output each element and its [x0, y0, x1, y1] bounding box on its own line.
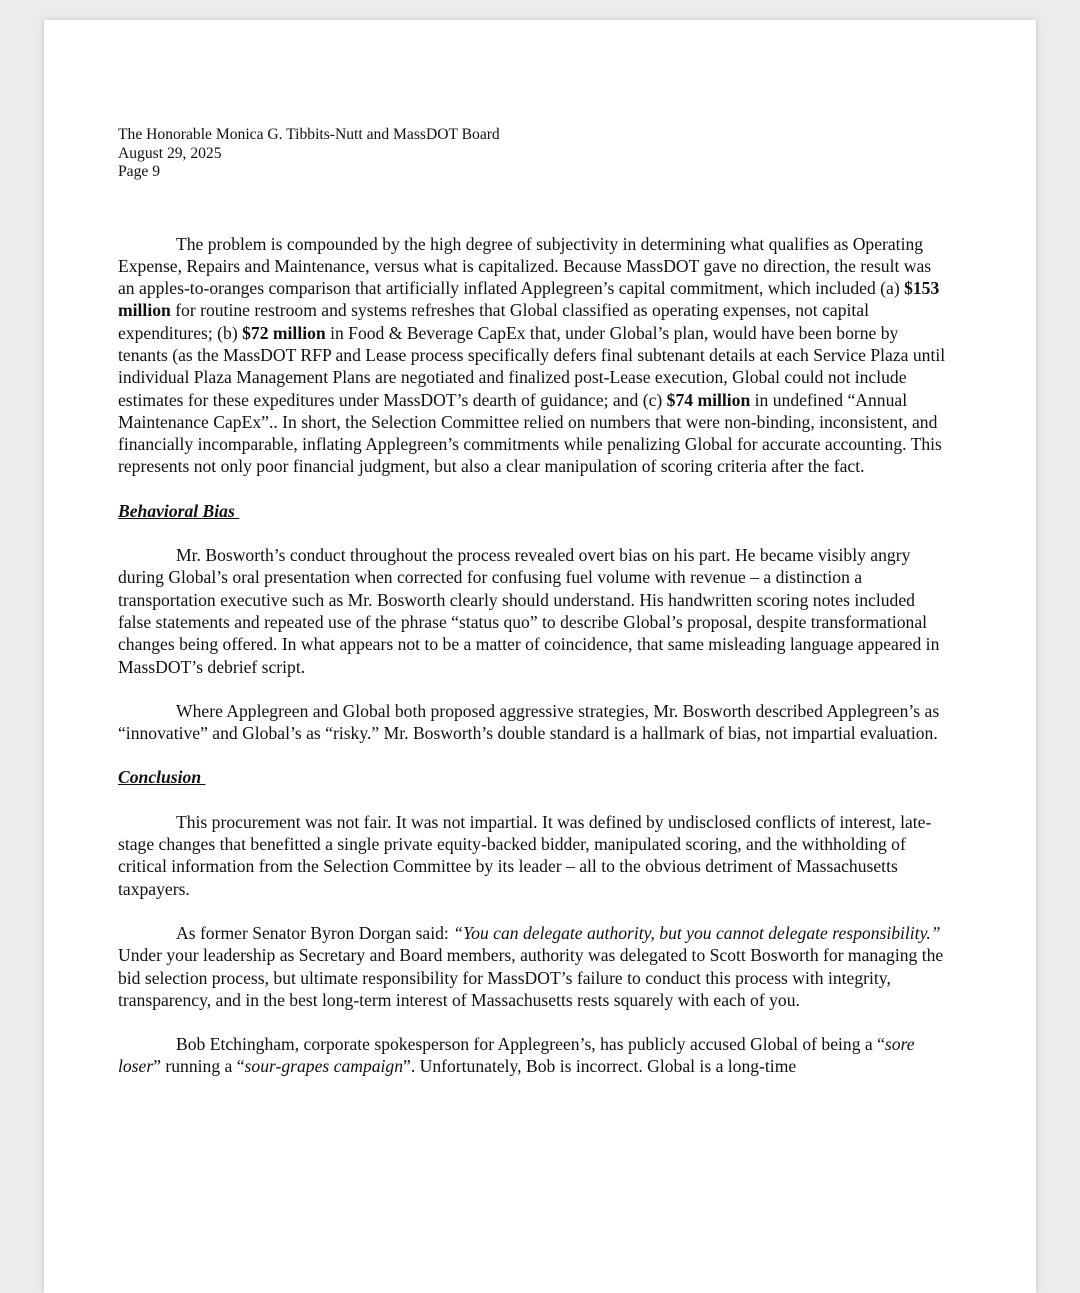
- paragraph-bosworth-conduct: Mr. Bosworth’s conduct throughout the process revealed overt bias on his part. He became visibly angry during Global’s oral presentation when corrected for confusing fuel volume with revenue – a distinction a transportation executive such as Mr. Bosworth clearly should understand. His handwritten scoring notes included false statements and repeated use of the phrase “status quo” to describe Global’s proposal, despite transformational changes being offered. In what appears not to be a matter of coincidence, that same misleading language appeared in MassDOT’s debrief script.: [118, 545, 940, 677]
- paragraph-text: Bob Etchingham, corporate spokesperson for Applegreen’s, has publicly accused Global of being a “: [176, 1034, 885, 1055]
- paragraph-capital-comparison: [118, 233, 948, 478]
- paragraph-etchingham: [118, 1033, 948, 1078]
- heading-conclusion: Conclusion: [118, 767, 206, 788]
- paragraph-text: ”. Unfortunately, Bob is incorrect. Global is a long-time: [403, 1056, 797, 1077]
- page-number: Page 9: [118, 163, 161, 180]
- paragraph-text: for routine restroom and systems refreshes that Global classified as operating expenses, not capital expenditures; (b): [118, 300, 869, 343]
- amount-72-million: $72 million: [242, 322, 326, 343]
- paragraph-text: in Food & Beverage CapEx that, under Global’s plan, would have been borne by tenants (as the MassDOT RFP and Lease process specifically defers final subtenant details at each Service Plaza until individual Plaza Management Plans are negotiated and finalized post-Lease execution, Global could not include estimates for these expeditures under MassDOT’s dearth of guidance; and (c): [118, 322, 946, 410]
- recipient-line: The Honorable Monica G. Tibbits-Nutt and MassDOT Board: [118, 126, 500, 143]
- paragraph-dorgan-quote: [118, 922, 948, 1011]
- paragraph-procurement-not-fair: This procurement was not fair. It was not impartial. It was defined by undisclosed conflicts of interest, late-stage changes that benefitted a single private equity-backed bidder, manipulated scoring, and the withholding of critical information from the Selection Committee by its leader – all to the obvious detriment of Massachusetts taxpayers.: [118, 811, 932, 899]
- paragraph-text: Under your leadership as Secretary and Board members, authority was delegated to Scott Bosworth for managing the bid selection process, but ultimate responsibility for MassDOT’s failure to conduct this process with integrity, transparency, and in the best long-term interest of Massachusetts rests squarely with each of you.: [118, 945, 944, 1010]
- date-line: August 29, 2025: [118, 144, 222, 162]
- paragraph-text: ” running a “: [153, 1056, 245, 1077]
- letter-header: [118, 126, 948, 182]
- amount-74-million: $74 million: [666, 389, 751, 410]
- paragraph-text: As former Senator Byron Dorgan said:: [176, 922, 454, 943]
- paragraph-text: in undefined “Annual Maintenance CapEx”.. In short, the Selection Committee relied on numbers that were non-binding, inconsistent, and financially incomparable, inflating Applegreen’s commitments while penalizing Global for accurate accounting. This represents not only poor financial judgment, but also a clear manipulation of scoring criteria after the fact.: [118, 389, 942, 477]
- quote-sore-loser: sore loser: [118, 1034, 915, 1077]
- quote-sour-grapes: sour-grapes campaign: [244, 1056, 404, 1077]
- letter-body: [118, 126, 948, 1078]
- document-page: [44, 20, 1036, 1293]
- dorgan-quote: “You can delegate authority, but you cannot delegate responsibility.”: [453, 922, 941, 943]
- paragraph-text: The problem is compounded by the high degree of subjectivity in determining what qualifies as Operating Expense, Repairs and Maintenance, versus what is capitalized. Because MassDOT gave no direction, the result was an apples-to-oranges comparison that artificially inflated Applegreen’s capital commitment, which included (a): [118, 233, 932, 299]
- amount-153-million: $153 million: [118, 278, 940, 321]
- heading-behavioral-bias: Behavioral Bias: [118, 500, 240, 521]
- paragraph-double-standard: Where Applegreen and Global both proposed aggressive strategies, Mr. Bosworth described Applegreen’s as “innovative” and Global’s as “risky.” Mr. Bosworth’s double standard is a hallmark of bias, not impartial evaluation.: [118, 700, 940, 744]
